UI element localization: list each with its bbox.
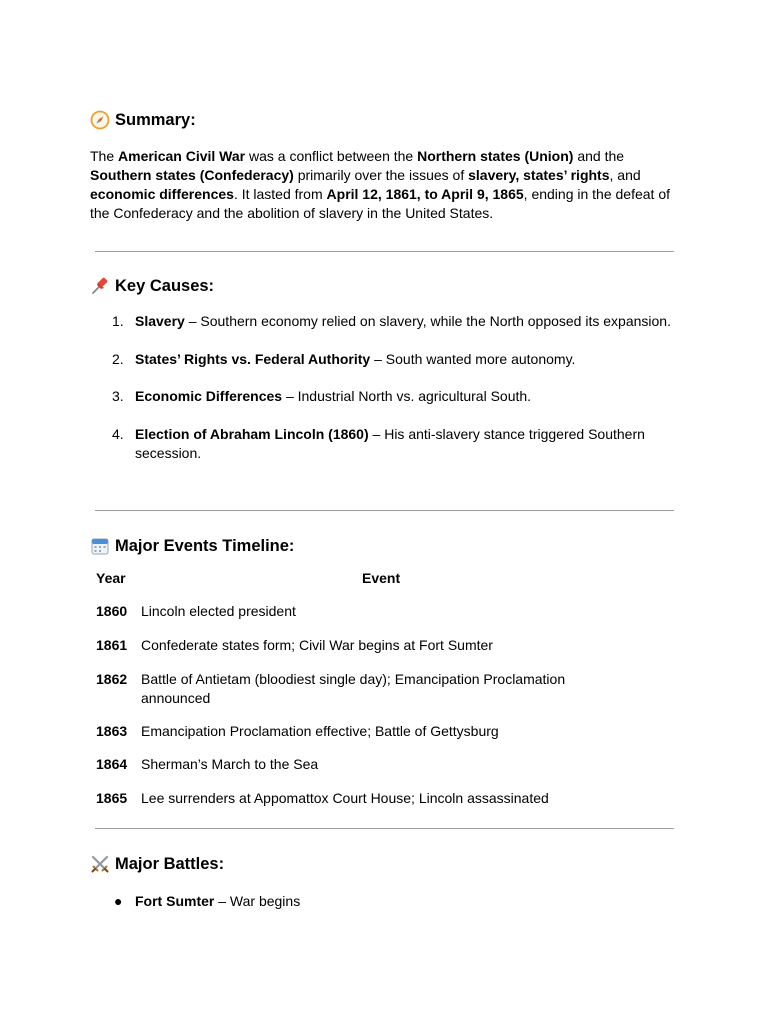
year-cell: 1865 <box>96 790 128 806</box>
list-item-number: 4. <box>112 426 124 442</box>
column-header-year: Year <box>96 570 126 586</box>
causes-heading-text: Key Causes: <box>115 276 215 295</box>
event-cell: Lincoln elected president <box>141 603 296 619</box>
year-cell: 1861 <box>96 637 128 653</box>
list-item-number: 3. <box>112 388 124 404</box>
divider <box>95 828 674 829</box>
timeline-heading <box>90 536 294 556</box>
summary-bold-run: Northern states (Union) <box>417 148 574 164</box>
list-item-text <box>135 350 675 369</box>
summary-text-run: . It lasted from <box>233 186 327 202</box>
list-item-rest: – War begins <box>214 893 301 909</box>
event-cell: Lee surrenders at Appomattox Court House; Lincoln assassinated <box>141 790 549 806</box>
list-item-number: 1. <box>112 313 124 329</box>
summary-text-run: The <box>90 148 119 164</box>
summary-text-run: primarily over the issues of <box>293 167 469 183</box>
list-item-text <box>135 312 675 331</box>
list-item-number: 2. <box>112 351 124 367</box>
summary-heading-text: Summary: <box>115 110 196 129</box>
summary-text-run: was a conflict between the <box>245 148 418 164</box>
pushpin-icon <box>90 276 110 296</box>
list-item-text <box>135 425 645 463</box>
summary-bold-run: slavery, states’ rights <box>468 167 610 183</box>
year-cell: 1860 <box>96 603 128 619</box>
column-header-event: Event <box>362 570 401 586</box>
list-item-rest: – His anti-slavery stance triggered Southern secession. <box>135 426 645 461</box>
list-item-bold: Slavery <box>135 313 185 329</box>
list-item-rest: – Southern economy relied on slavery, while the North opposed its expansion. <box>184 313 671 329</box>
list-item-text <box>135 892 300 911</box>
event-cell: Sherman’s March to the Sea <box>141 756 319 772</box>
event-cell: Battle of Antietam (bloodiest single day); Emancipation Proclamation announced <box>141 671 566 706</box>
crossed-swords-icon <box>90 854 110 874</box>
list-item-bold: Economic Differences <box>135 388 283 404</box>
year-cell: 1862 <box>96 671 128 687</box>
divider <box>95 510 674 511</box>
list-item-bold: States’ Rights vs. Federal Authority <box>135 351 371 367</box>
summary-heading <box>90 110 196 130</box>
list-item-rest: – South wanted more autonomy. <box>370 351 576 367</box>
event-cell: Confederate states form; Civil War begins at Fort Sumter <box>141 637 493 653</box>
summary-text-run: , and <box>609 167 641 183</box>
summary-text-run: and the <box>573 148 625 164</box>
event-cell: Emancipation Proclamation effective; Battle of Gettysburg <box>141 723 499 739</box>
list-item-bold: Election of Abraham Lincoln (1860) <box>135 426 369 442</box>
battles-heading <box>90 854 224 874</box>
list-item-text <box>135 387 675 406</box>
summary-bold-run: Southern states (Confederacy) <box>90 167 294 183</box>
list-item-rest: – Industrial North vs. agricultural South. <box>282 388 532 404</box>
battles-heading-text: Major Battles: <box>115 854 225 873</box>
timeline-heading-text: Major Events Timeline: <box>115 536 295 555</box>
compass-icon <box>90 110 110 130</box>
bullet: ● <box>114 893 123 909</box>
summary-paragraph <box>90 147 674 223</box>
list-item-bold: Fort Sumter <box>135 893 215 909</box>
calendar-icon <box>90 536 110 556</box>
summary-bold-run: American Civil War <box>118 148 246 164</box>
year-cell: 1863 <box>96 723 128 739</box>
summary-text-run: , ending in the defeat of the Confederacy and the abolition of slavery in the United States. <box>90 186 671 221</box>
divider <box>95 251 674 252</box>
causes-heading <box>90 276 214 296</box>
summary-bold-run: April 12, 1861, to April 9, 1865 <box>326 186 524 202</box>
summary-bold-run: economic differences <box>90 186 234 202</box>
year-cell: 1864 <box>96 756 128 772</box>
